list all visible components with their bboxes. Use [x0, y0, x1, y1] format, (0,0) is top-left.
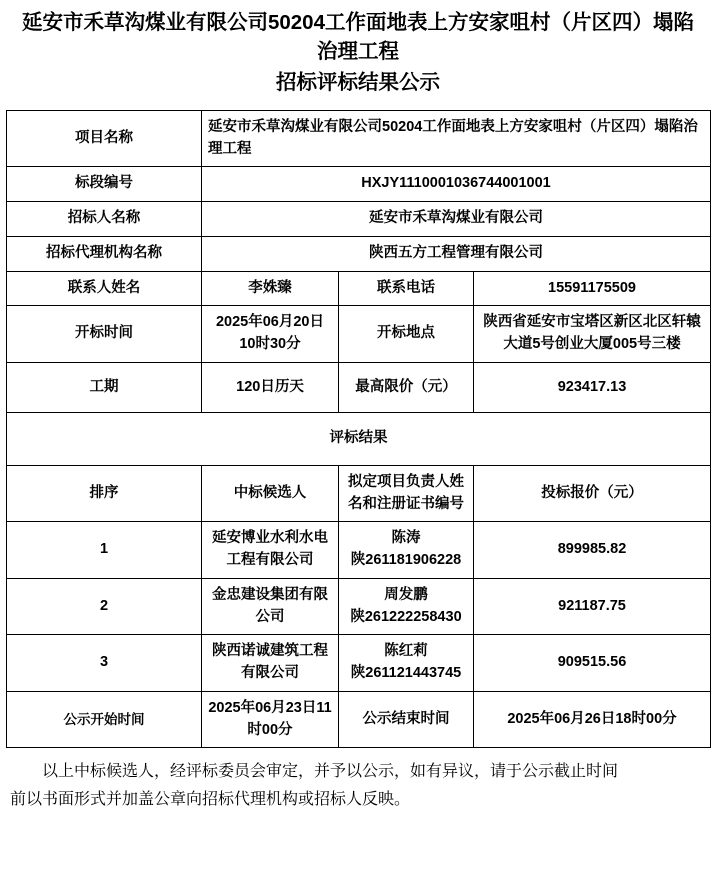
header-candidate: 中标候选人: [202, 465, 339, 522]
header-price: 投标报价（元）: [474, 465, 711, 522]
agency-value: 陕西五方工程管理有限公司: [202, 236, 711, 271]
document-title-block: [6, 0, 710, 100]
bid-open-place-value: 陕西省延安市宝塔区新区北区轩辕大道5号创业大厦005号三楼: [474, 306, 711, 363]
table-row: [7, 635, 711, 692]
table-row-publicity: [7, 691, 711, 748]
result-section-title: 评标结果: [7, 412, 711, 465]
project-name-label: 项目名称: [7, 110, 202, 167]
contact-name-label: 联系人姓名: [7, 271, 202, 306]
contact-phone-value: 15591175509: [474, 271, 711, 306]
row-candidate: 延安博业水利水电工程有限公司: [202, 522, 339, 579]
row-price: 921187.75: [474, 578, 711, 635]
section-no-label: 标段编号: [7, 167, 202, 202]
table-row: [7, 522, 711, 579]
row-price: 909515.56: [474, 635, 711, 692]
table-row-contact: [7, 271, 711, 306]
tenderer-value: 延安市禾草沟煤业有限公司: [202, 202, 711, 237]
row-manager: [339, 635, 474, 692]
row-price: 899985.82: [474, 522, 711, 579]
row-manager-name: 周发鹏: [384, 586, 428, 603]
row-manager: [339, 522, 474, 579]
duration-value: 120日历天: [202, 362, 339, 412]
row-rank: 2: [7, 578, 202, 635]
row-candidate: 金忠建设集团有限公司: [202, 578, 339, 635]
row-manager-cert: 陕261121443745: [350, 665, 462, 682]
header-manager: 拟定项目负责人姓名和注册证书编号: [339, 465, 474, 522]
row-manager-name: 陈红莉: [384, 643, 428, 660]
section-no-value: HXJY1110001036744001001: [202, 167, 711, 202]
page-title: 延安市禾草沟煤业有限公司50204工作面地表上方安家咀村（片区四）塌陷治理工程: [21, 11, 694, 64]
max-price-label: 最高限价（元）: [339, 362, 474, 412]
contact-name-value: 李姝臻: [202, 271, 339, 306]
footer-note: [6, 748, 710, 812]
table-row-duration-price: [7, 362, 711, 412]
bid-open-place-label: 开标地点: [339, 306, 474, 363]
publicity-end-value: 2025年06月26日18时00分: [474, 691, 711, 748]
duration-label: 工期: [7, 362, 202, 412]
publicity-start-label: 公示开始时间: [7, 691, 202, 748]
bid-open-time-label: 开标时间: [7, 306, 202, 363]
footer-line-2: 前以书面形式并加盖公章向招标代理机构或招标人反映。: [10, 790, 411, 808]
row-candidate: 陕西诺诚建筑工程有限公司: [202, 635, 339, 692]
tenderer-label: 招标人名称: [7, 202, 202, 237]
publicity-end-label: 公示结束时间: [339, 691, 474, 748]
max-price-value: 923417.13: [474, 362, 711, 412]
footer-line-1: 以上中标候选人，经评标委员会审定，并予以公示，如有异议，请于公示截止时间: [42, 763, 619, 781]
row-rank: 1: [7, 522, 202, 579]
row-manager: [339, 578, 474, 635]
table-row-bid-open: [7, 306, 711, 363]
project-name-value: 延安市禾草沟煤业有限公司50204工作面地表上方安家咀村（片区四）塌陷治理工程: [202, 110, 711, 167]
row-manager-name: 陈涛: [391, 530, 421, 547]
contact-phone-label: 联系电话: [339, 271, 474, 306]
table-row: [7, 578, 711, 635]
table-row-result-headers: [7, 465, 711, 522]
announcement-table: [6, 110, 711, 749]
page-subtitle: 招标评标结果公示: [276, 71, 440, 95]
row-manager-cert: 陕261181906228: [350, 552, 462, 569]
row-manager-cert: 陕261222258430: [350, 608, 462, 625]
publicity-start-value: 2025年06月23日11时00分: [202, 691, 339, 748]
row-rank: 3: [7, 635, 202, 692]
bid-open-time-value: 2025年06月20日10时30分: [202, 306, 339, 363]
table-row-section-no: [7, 167, 711, 202]
table-row-project-name: [7, 110, 711, 167]
table-row-result-section-title: [7, 412, 711, 465]
table-row-tenderer: [7, 202, 711, 237]
agency-label: 招标代理机构名称: [7, 236, 202, 271]
table-row-agency: [7, 236, 711, 271]
header-rank: 排序: [7, 465, 202, 522]
